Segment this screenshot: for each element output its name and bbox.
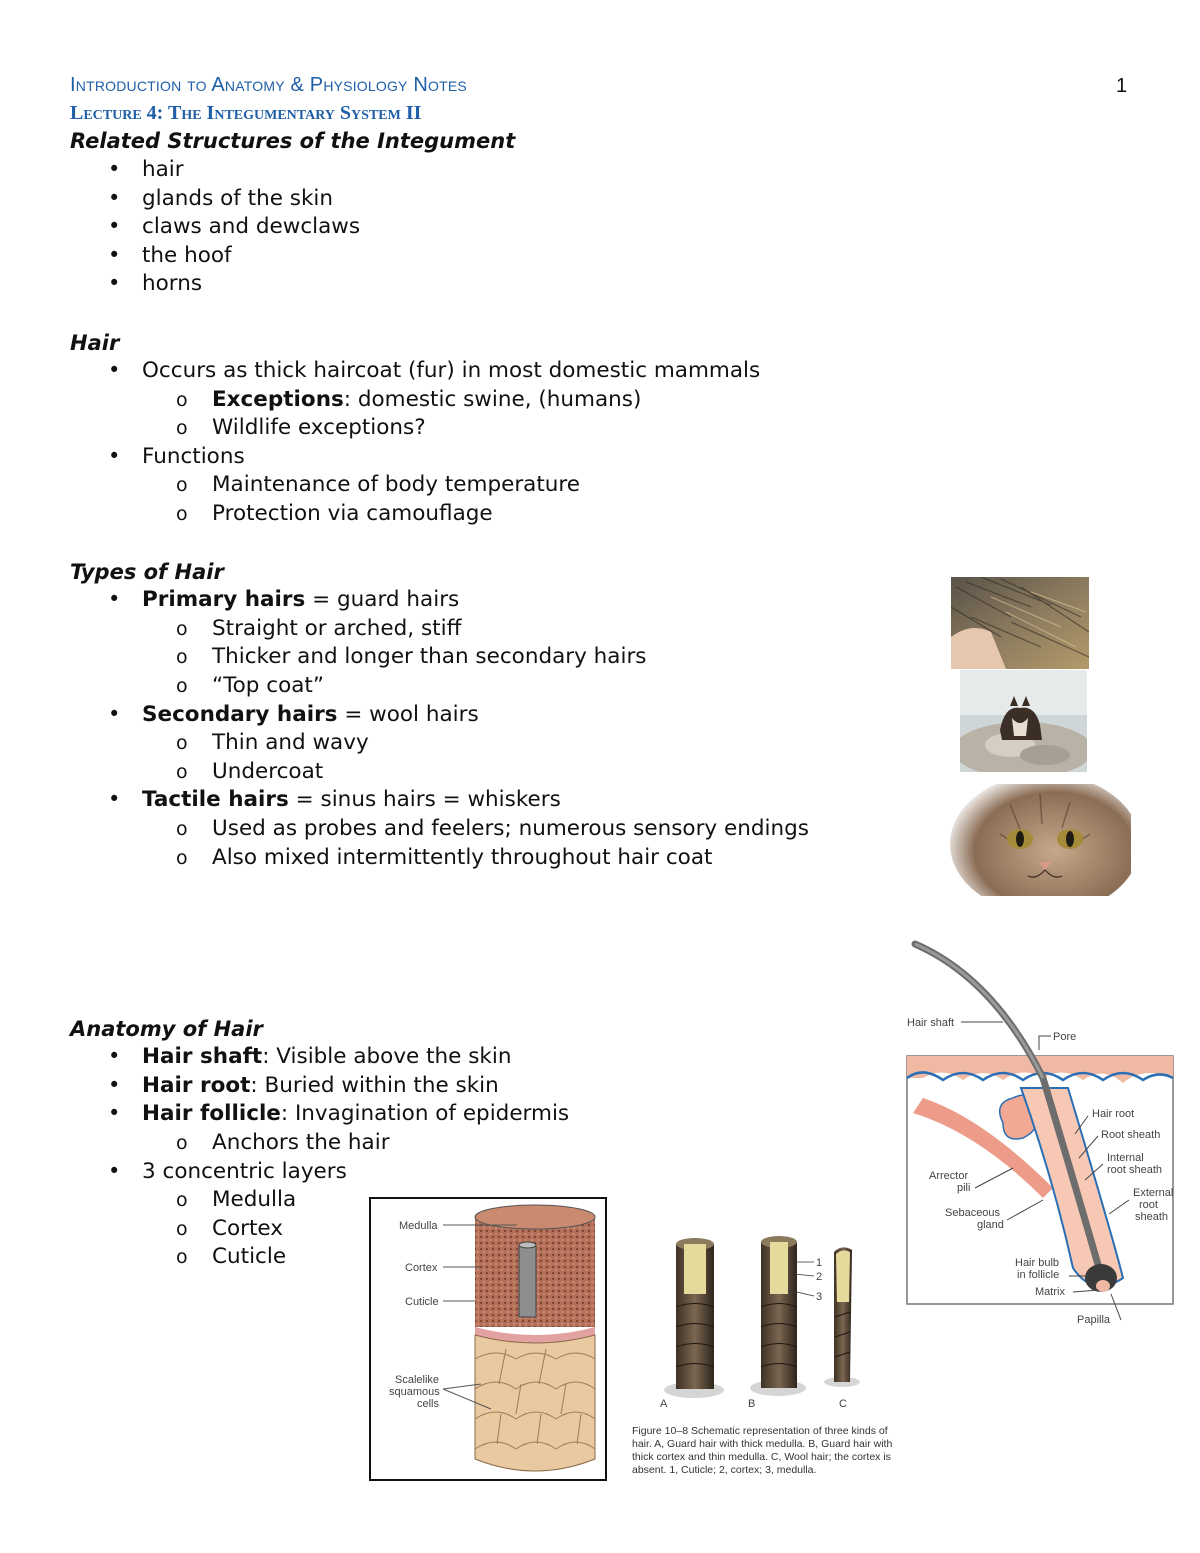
term-text: = guard hairs (305, 587, 460, 612)
layer-label: Scalelike (395, 1374, 440, 1386)
bold-term: Tactile hairs (142, 787, 289, 812)
list-item: • Occurs as thick haircoat (fur) in most domestic mammals (142, 360, 760, 382)
list-item (142, 789, 561, 811)
list-item: o “Top coat” (212, 675, 324, 697)
term-text: : Buried within the skin (250, 1073, 499, 1098)
figure-caption-line: Figure 10–8 Schematic representation of three kinds of (632, 1425, 888, 1437)
follicle-label: root (1139, 1199, 1158, 1211)
kind-letter: A (660, 1398, 668, 1410)
list-item (142, 1075, 499, 1097)
list-item: • the hoof (142, 245, 232, 267)
follicle-label: Hair bulb (1015, 1257, 1060, 1269)
section-title-types: Types of Hair (70, 560, 224, 584)
section-title-anatomy: Anatomy of Hair (70, 1017, 263, 1041)
list-item: • Functions (142, 446, 245, 468)
figure-caption-line: hair. A, Guard hair with thick medulla. B, Guard hair with (632, 1438, 893, 1450)
list-item: • claws and dewclaws (142, 216, 360, 238)
follicle-label: Pore (1053, 1031, 1077, 1043)
layer-label: cells (417, 1398, 440, 1410)
list-item: o Maintenance of body temperature (212, 474, 580, 496)
kitten-photo (940, 784, 1131, 896)
list-item: o Cuticle (212, 1246, 286, 1268)
list-item: o Thin and wavy (212, 732, 369, 754)
follicle-label: Arrector (929, 1170, 969, 1182)
follicle-label: Hair shaft (907, 1017, 955, 1029)
section-title-hair: Hair (70, 331, 120, 355)
list-item: • horns (142, 273, 202, 295)
follicle-label: Internal (1107, 1152, 1144, 1164)
bold-term: Hair root (142, 1073, 251, 1098)
list-item (142, 1103, 569, 1125)
layer-label: Cortex (405, 1262, 438, 1274)
hair-follicle-figure (903, 938, 1175, 1330)
list-item (142, 589, 459, 611)
dog-photo (960, 670, 1087, 772)
section-title-related: Related Structures of the Integument (70, 129, 516, 153)
follicle-label: Hair root (1092, 1108, 1135, 1120)
list-item: • hair (142, 159, 184, 181)
bold-term: Secondary hairs (142, 702, 338, 727)
bold-term: Hair follicle (142, 1101, 281, 1126)
list-item: o Protection via camouflage (212, 503, 493, 525)
follicle-label: Root sheath (1101, 1129, 1161, 1141)
follicle-label: sheath (1135, 1211, 1169, 1223)
figure-caption-line: thick cortex and thin medulla. C, Wool hair; the cortex is (632, 1451, 891, 1463)
list-item: o Straight or arched, stiff (212, 618, 461, 640)
list-item (142, 1046, 511, 1068)
layer-label: squamous (389, 1386, 440, 1398)
list-item: • 3 concentric layers (142, 1161, 347, 1183)
fur-photo (951, 577, 1089, 669)
figure-caption-line: absent. 1, Cuticle; 2, cortex; 3, medulla. (632, 1464, 817, 1476)
page-number: 1 (1116, 75, 1128, 97)
follicle-label: External (1133, 1187, 1174, 1199)
hair-kinds-figure (628, 1232, 900, 1490)
list-item: o Also mixed intermittently throughout hair coat (212, 847, 712, 869)
list-item (212, 389, 641, 411)
kind-number: 1 (816, 1257, 823, 1269)
list-item: o Medulla (212, 1189, 296, 1211)
list-item: o Undercoat (212, 761, 323, 783)
term-text: : domestic swine, (humans) (343, 387, 642, 412)
follicle-label: root sheath (1107, 1164, 1163, 1176)
hair-layers-figure (369, 1197, 607, 1481)
lecture-title: Lecture 4: The Integumentary System II (70, 102, 422, 124)
follicle-label: gland (977, 1219, 1004, 1231)
kind-letter: B (748, 1398, 756, 1410)
kind-letter: C (839, 1398, 847, 1410)
term-text: = wool hairs (337, 702, 479, 727)
follicle-label: Sebaceous (945, 1207, 1001, 1219)
term-text: = sinus hairs = whiskers (288, 787, 561, 812)
bold-term: Hair shaft (142, 1044, 263, 1069)
layer-label: Cuticle (405, 1296, 439, 1308)
list-item (142, 704, 479, 726)
list-item: o Wildlife exceptions? (212, 417, 426, 439)
follicle-label: Matrix (1035, 1286, 1065, 1298)
term-text: : Visible above the skin (262, 1044, 512, 1069)
list-item: o Cortex (212, 1218, 283, 1240)
list-item: • glands of the skin (142, 188, 333, 210)
course-title: Introduction to Anatomy & Physiology Notes (70, 74, 467, 96)
follicle-label: pili (957, 1182, 971, 1194)
bold-term: Primary hairs (142, 587, 306, 612)
kind-number: 3 (816, 1291, 823, 1303)
kind-number: 2 (816, 1271, 823, 1283)
list-item: o Thicker and longer than secondary hairs (212, 646, 646, 668)
follicle-label: in follicle (1017, 1269, 1060, 1281)
follicle-label: Papilla (1077, 1314, 1111, 1326)
list-item: o Anchors the hair (212, 1132, 390, 1154)
layer-label: Medulla (399, 1220, 438, 1232)
bold-term: Exceptions (212, 387, 344, 412)
list-item: o Used as probes and feelers; numerous sensory endings (212, 818, 809, 840)
term-text: : Invagination of epidermis (280, 1101, 570, 1126)
